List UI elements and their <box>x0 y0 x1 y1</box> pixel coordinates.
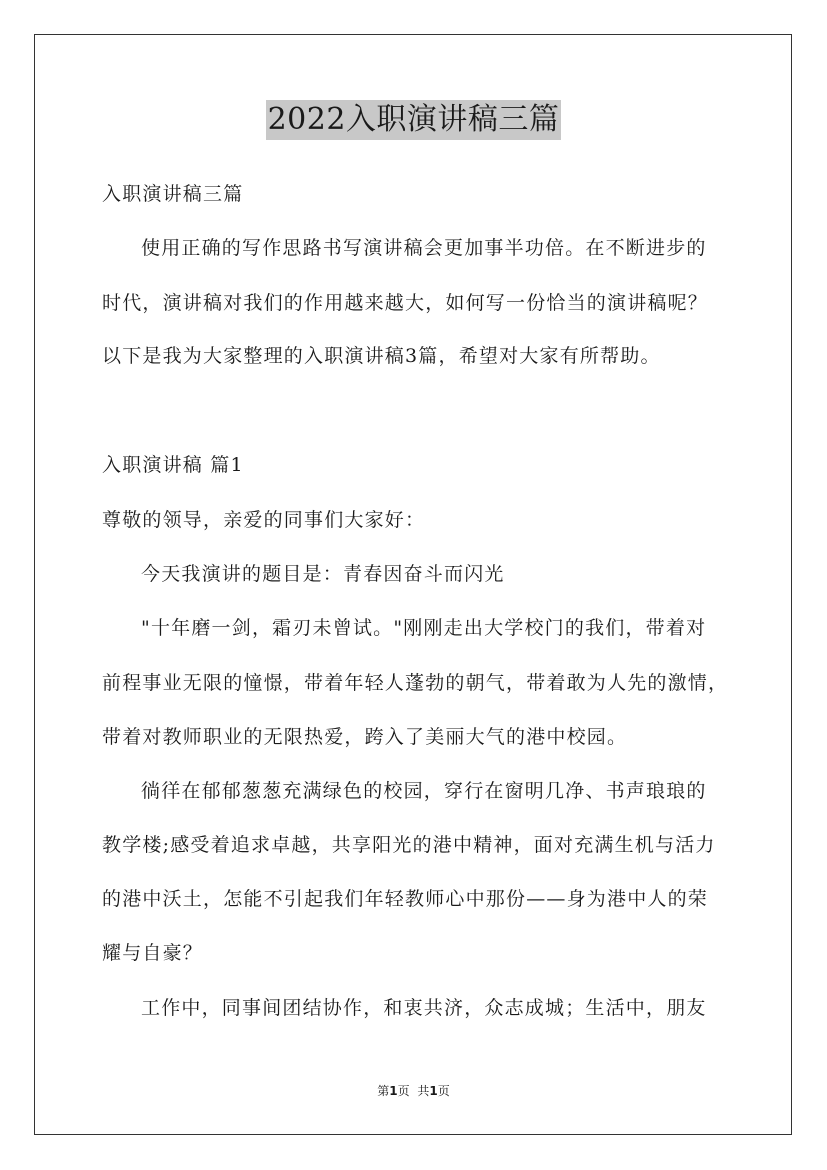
body-paragraph-2-line-1: 徜徉在郁郁葱葱充满绿色的校园，穿行在窗明几净、书声琅琅的 <box>141 780 707 802</box>
page-label-prefix: 第 <box>377 1084 390 1098</box>
greeting-line: 尊敬的领导，亲爱的同事们大家好： <box>102 509 426 531</box>
body-paragraph-3-line-1: 工作中，同事间团结协作，和衷共济，众志成城；生活中，朋友 <box>141 997 707 1019</box>
body-paragraph-2-line-2: 教学楼;感受着追求卓越，共享阳光的港中精神，面对充满生机与活力 <box>102 834 716 856</box>
intro-paragraph-line-2: 时代，演讲稿对我们的作用越来越大，如何写一份恰当的演讲稿呢？ <box>102 292 709 314</box>
subtitle-line: 入职演讲稿三篇 <box>102 183 244 205</box>
body-paragraph-2-line-4: 耀与自豪？ <box>102 942 204 964</box>
page-footer <box>0 1083 827 1099</box>
total-pages: 1 <box>429 1084 438 1098</box>
total-label-suffix: 页 <box>437 1084 450 1098</box>
speech-topic-line: 今天我演讲的题目是：青春因奋斗而闪光 <box>141 563 505 585</box>
page-number: 1 <box>389 1084 398 1098</box>
body-paragraph-1-line-2: 前程事业无限的憧憬，带着年轻人蓬勃的朝气，带着敢为人先的激情， <box>102 672 729 694</box>
intro-paragraph-line-3: 以下是我为大家整理的入职演讲稿3篇，希望对大家有所帮助。 <box>102 345 661 367</box>
body-paragraph-1-line-3: 带着对教师职业的无限热爱，跨入了美丽大气的港中校园。 <box>102 726 628 748</box>
intro-paragraph-line-1: 使用正确的写作思路书写演讲稿会更加事半功倍。在不断进步的 <box>141 237 707 259</box>
body-paragraph-2-line-3: 的港中沃土，怎能不引起我们年轻教师心中那份——身为港中人的荣 <box>102 888 709 910</box>
body-paragraph-1-line-1: "十年磨一剑，霜刃未曾试。"刚刚走出大学校门的我们，带着对 <box>141 617 707 639</box>
document-title: 2022入职演讲稿三篇 <box>266 100 562 140</box>
title-container <box>0 100 827 140</box>
page-label-suffix: 页 <box>397 1084 410 1098</box>
section-heading: 入职演讲稿 篇1 <box>102 454 244 476</box>
total-label-prefix: 共 <box>417 1084 430 1098</box>
